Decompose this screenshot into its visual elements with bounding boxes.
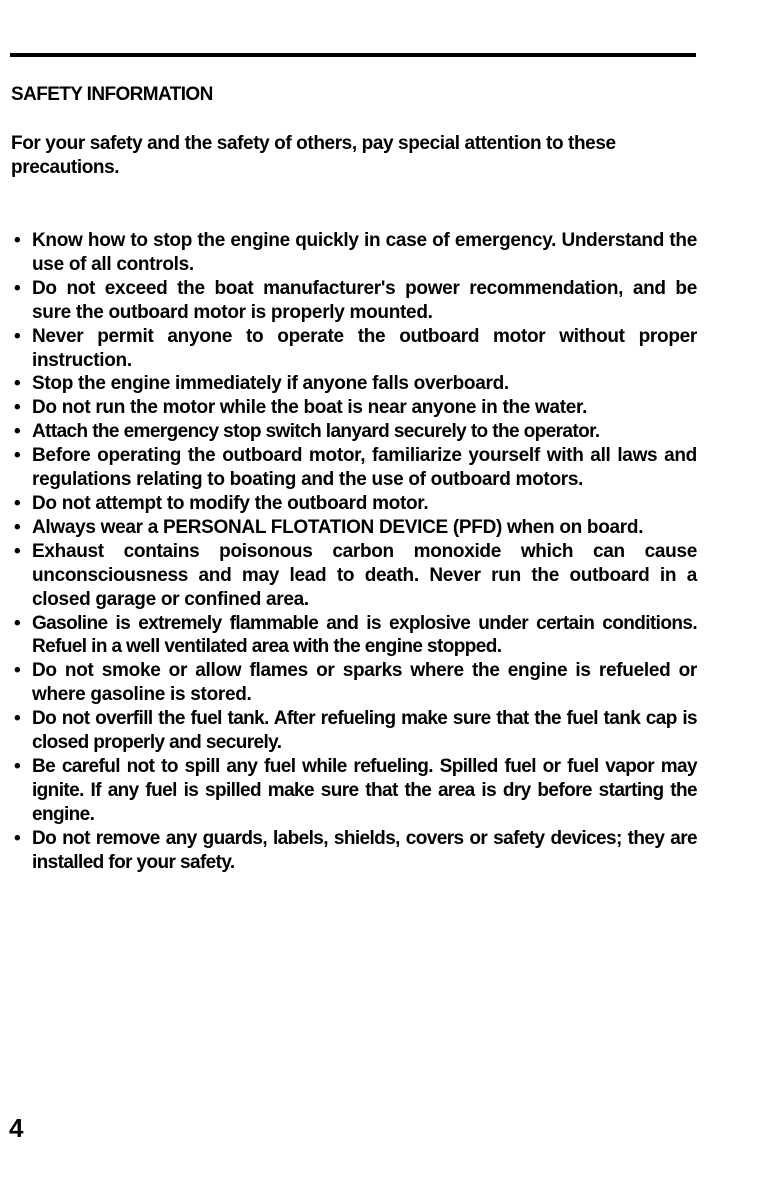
intro-paragraph: For your safety and the safety of others, pay special attention to these precautions. xyxy=(11,133,616,178)
bullet-icon: • xyxy=(14,492,21,514)
bullet-icon: • xyxy=(14,660,21,682)
list-item xyxy=(14,516,697,540)
list-item xyxy=(14,325,697,373)
bullet-icon: • xyxy=(14,325,21,347)
list-item-text: Know how to stop the engine quickly in case of emergency. Understand the use of all controls. xyxy=(32,230,697,275)
section-title: SAFETY INFORMATION xyxy=(11,84,213,105)
bullet-icon: • xyxy=(14,827,21,849)
bullet-icon: • xyxy=(14,421,21,443)
bullet-icon: • xyxy=(14,373,21,395)
bullet-icon: • xyxy=(14,755,21,777)
bullet-icon: • xyxy=(14,277,21,299)
page-number: 4 xyxy=(9,1113,24,1143)
list-item-text: Gasoline is extremely flammable and is explosive under certain conditions. Refuel in a well ventilated area with the engine stopped. xyxy=(32,612,697,658)
list-item-text: Never permit anyone to operate the outboard motor without proper instruction. xyxy=(32,325,697,371)
list-item xyxy=(14,372,697,396)
list-item xyxy=(14,612,697,660)
list-item xyxy=(14,540,697,612)
list-item xyxy=(14,277,697,325)
list-item xyxy=(14,707,697,755)
bullet-icon: • xyxy=(14,540,21,562)
list-item-text: Do not run the motor while the boat is near anyone in the water. xyxy=(32,397,588,419)
list-item xyxy=(14,755,697,827)
bullet-icon: • xyxy=(14,708,21,730)
header-rule xyxy=(10,53,696,57)
list-item-text: Before operating the outboard motor, familiarize yourself with all laws and regulations relating to boating and the use of outboard motors. xyxy=(32,445,697,491)
list-item xyxy=(14,492,697,516)
list-item-text: Do not attempt to modify the outboard motor. xyxy=(32,492,429,514)
list-item-text: Exhaust contains poisonous carbon monoxide which can cause unconsciousness and may lead to death. Never run the outboard in a closed garage or confined area. xyxy=(32,540,697,610)
list-item xyxy=(14,827,697,875)
bullet-icon: • xyxy=(14,516,21,538)
list-item xyxy=(14,396,697,420)
bullet-icon: • xyxy=(14,612,21,634)
precautions-list xyxy=(14,229,697,874)
list-item xyxy=(14,420,697,444)
list-item-text: Do not smoke or allow flames or sparks where the engine is refueled or where gasoline is stored. xyxy=(32,660,697,706)
list-item-text: Be careful not to spill any fuel while refueling. Spilled fuel or fuel vapor may ignite. If any fuel is spilled make sure that the area is dry before starting the engine. xyxy=(32,755,697,825)
bullet-icon: • xyxy=(14,230,21,251)
list-item-text: Stop the engine immediately if anyone falls overboard. xyxy=(32,373,509,395)
bullet-icon: • xyxy=(14,445,21,467)
list-item xyxy=(14,444,697,492)
list-item-text: Do not remove any guards, labels, shields, covers or safety devices; they are installed for your safety. xyxy=(32,827,697,873)
list-item xyxy=(14,659,697,707)
list-item-text: Attach the emergency stop switch lanyard securely to the operator. xyxy=(32,421,600,443)
list-item-text: Do not overfill the fuel tank. After refueling make sure that the fuel tank cap is closed properly and securely. xyxy=(32,708,697,754)
list-item xyxy=(14,229,697,277)
list-item-text: Do not exceed the boat manufacturer's power recommendation, and be sure the outboard motor is properly mounted. xyxy=(32,277,697,323)
bullet-icon: • xyxy=(14,397,21,419)
list-item-text: Always wear a PERSONAL FLOTATION DEVICE (PFD) when on board. xyxy=(32,516,644,538)
